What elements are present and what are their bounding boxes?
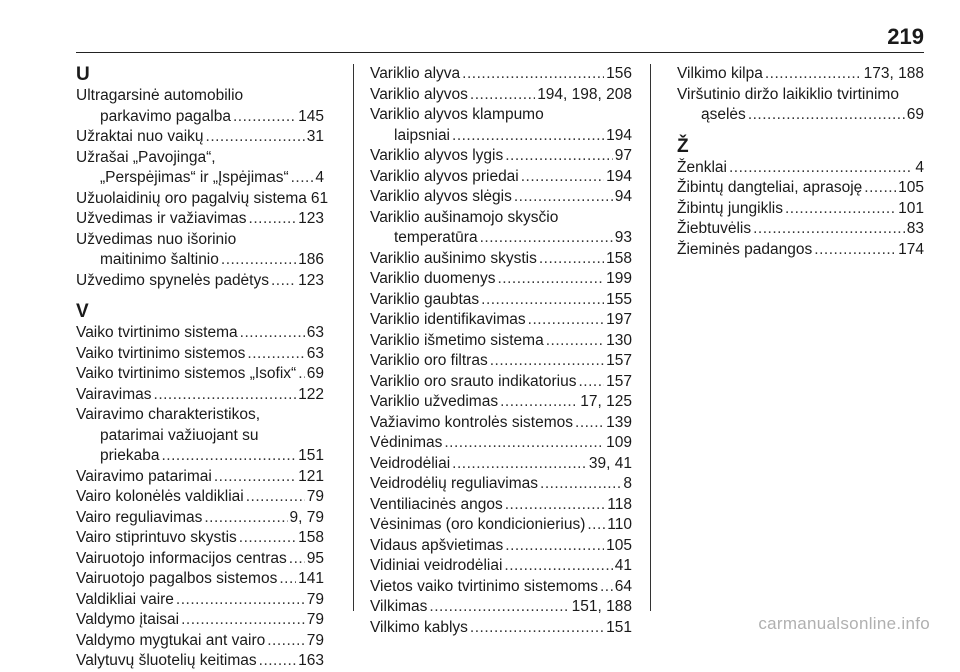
index-entry-text: laipsniai (394, 126, 451, 144)
index-entry-row (370, 249, 632, 270)
dot-leader (765, 64, 862, 85)
dot-leader (587, 515, 605, 536)
index-entry-text: Valdikliai vaire (76, 590, 174, 608)
index-entry (76, 569, 324, 590)
index-entry (677, 178, 924, 199)
index-page-ref[interactable]: 63 (306, 324, 324, 341)
index-page-ref[interactable]: 105 (898, 179, 924, 196)
index-entry-text: Variklio gaubtas (370, 290, 480, 308)
index-entry (370, 290, 632, 311)
index-entry-row (370, 413, 632, 434)
dot-leader (429, 597, 569, 618)
dot-leader (240, 323, 305, 344)
index-page-ref[interactable]: 64 (614, 577, 632, 595)
index-entry-row (76, 250, 324, 271)
index-page-ref[interactable]: 31 (306, 128, 324, 145)
dot-leader (214, 467, 296, 488)
index-entry-row (76, 467, 324, 488)
dot-leader (514, 187, 613, 208)
index-page-ref[interactable]: 69 (306, 365, 324, 382)
index-entry-text: Variklio alyva (370, 65, 461, 82)
index-entry-text: Valdymo mygtukai ant vairo (76, 631, 266, 649)
index-entry (677, 240, 924, 261)
index-page-ref[interactable]: 4 (915, 158, 924, 176)
index-column-2 (370, 64, 632, 638)
index-entry-text: patarimai važiuojant su (100, 426, 259, 444)
index-page-ref[interactable]: 101 (898, 199, 924, 217)
index-entry (76, 323, 324, 344)
index-entry-text: Žieminės padangos (677, 240, 813, 258)
index-entry-text: temperatūra (394, 229, 478, 246)
index-page-ref[interactable]: 156 (606, 65, 632, 82)
dot-leader (600, 577, 613, 598)
index-entry (677, 64, 924, 85)
dot-leader (539, 249, 604, 270)
index-page-ref[interactable]: 145 (298, 107, 324, 125)
index-entry-text: Variklio aušinamojo skysčio (370, 208, 559, 226)
dot-leader (206, 127, 305, 148)
index-entry (76, 385, 324, 406)
index-entry-row (76, 209, 324, 230)
dot-leader (239, 528, 296, 549)
index-entry-text: Vairo kolonėlės valdikliai (76, 488, 244, 505)
index-page-ref[interactable]: 94 (614, 188, 632, 205)
index-page-ref[interactable]: 93 (614, 229, 632, 246)
dot-leader (470, 618, 604, 639)
dot-leader (528, 310, 604, 331)
dot-leader (298, 364, 305, 385)
index-entry-text: Užvedimas ir važiavimas (76, 210, 247, 227)
index-entry (370, 310, 632, 331)
index-entry (370, 495, 632, 516)
index-page-ref[interactable]: 83 (906, 220, 924, 237)
index-entry-text: Ženklai (677, 158, 727, 176)
index-entry-row (370, 618, 632, 639)
index-column-1 (76, 64, 329, 672)
dot-leader (176, 590, 305, 611)
index-entry (370, 413, 632, 434)
index-entry-row (370, 351, 632, 372)
index-entry-text: Variklio alyvos priedai (370, 167, 519, 185)
index-page-ref[interactable]: 199 (606, 270, 632, 287)
index-entry-row (76, 189, 329, 210)
index-entry (76, 487, 324, 508)
index-entry (370, 85, 632, 106)
index-entry (370, 577, 632, 598)
index-entry-text: Vaiko tvirtinimo sistema (76, 324, 238, 341)
index-entry (76, 209, 324, 230)
index-entry (370, 536, 632, 557)
index-entry (677, 158, 924, 179)
index-entry-text: Vairuotojo informacijos centras (76, 549, 287, 567)
index-entry-text: Veidrodėlių reguliavimas (370, 475, 539, 492)
column-divider (650, 64, 651, 611)
index-entry-row (76, 631, 324, 652)
dot-leader (504, 556, 612, 577)
index-page-ref[interactable]: 63 (306, 344, 324, 362)
index-entry-row (76, 610, 324, 631)
index-page-ref[interactable]: 118 (607, 495, 632, 513)
index-entry-row (677, 105, 924, 126)
index-entry-row (76, 528, 324, 549)
index-entry (76, 344, 324, 365)
dot-leader (291, 168, 314, 189)
index-entry (370, 249, 632, 270)
index-page-ref[interactable]: 157 (606, 372, 632, 390)
index-page-ref[interactable]: 194, 198, 208 (537, 85, 632, 103)
index-entry (677, 199, 924, 220)
dot-leader (246, 487, 305, 508)
index-entry-row (76, 127, 324, 148)
index-entry-text: ąselės (701, 106, 746, 123)
index-entry-row (76, 323, 324, 344)
index-entry-text: Viršutinio diržo laikiklio tvirtinimo (677, 85, 899, 103)
index-entry-text: Vidaus apšvietimas (370, 536, 504, 554)
index-entry-text: Vidiniai veidrodėliai (370, 557, 503, 574)
index-entry (76, 631, 324, 652)
dot-leader (748, 105, 905, 126)
index-entry-row (370, 474, 632, 495)
index-entry (370, 167, 632, 188)
index-entry-text: Variklio aušinimo skystis (370, 249, 537, 267)
index-entry-text: Valdymo įtaisai (76, 611, 180, 628)
index-page-ref[interactable]: 69 (906, 106, 924, 123)
dot-leader (247, 344, 304, 365)
index-page-ref[interactable]: 110 (607, 516, 632, 533)
index-entry-row (76, 590, 324, 611)
dot-leader (289, 549, 305, 570)
index-entry-text: maitinimo šaltinio (100, 251, 219, 268)
index-entry-text: Vilkimas (370, 598, 428, 615)
index-entry-text: Variklio duomenys (370, 270, 496, 287)
index-entry-row (370, 85, 632, 106)
index-letter-heading: Ž (677, 135, 689, 157)
dot-leader (271, 271, 296, 292)
index-entry-text: Vėdinimas (370, 434, 443, 451)
index-entry-text: Užvedimo spynelės padėtys (76, 271, 269, 289)
index-entry-text: Žibintų dangteliai, aprasoję (677, 179, 863, 196)
index-entry (370, 372, 632, 393)
index-page-ref[interactable]: 155 (606, 290, 632, 308)
index-entry (76, 467, 324, 488)
index-entry (370, 474, 632, 495)
index-entry-text: Vairavimo patarimai (76, 467, 212, 485)
top-rule (76, 52, 924, 53)
index-entry-row (370, 146, 632, 167)
index-page-ref[interactable]: 141 (298, 570, 324, 587)
index-entry-row (76, 508, 324, 529)
index-entry-row (370, 167, 632, 188)
dot-leader (233, 107, 296, 128)
index-page-ref[interactable]: 174 (898, 240, 924, 258)
index-entry (76, 549, 324, 570)
index-entry (370, 146, 632, 167)
index-entry-row (76, 446, 324, 467)
index-entry-row (370, 310, 632, 331)
index-page-ref[interactable]: 130 (606, 331, 632, 349)
index-page-ref[interactable]: 4 (315, 169, 324, 186)
dot-leader (279, 569, 296, 590)
index-entry-row (677, 199, 924, 220)
index-page-ref[interactable]: 95 (306, 549, 324, 567)
index-entry-text: priekaba (100, 447, 160, 464)
index-entry-row (677, 240, 924, 261)
index-entry-text: Važiavimo kontrolės sistemos (370, 413, 574, 431)
index-entry-row (677, 178, 924, 199)
index-entry-text: Vairo reguliavimas (76, 508, 203, 526)
dot-leader (753, 219, 905, 240)
index-entry-text: Vairuotojo pagalbos sistemos (76, 570, 278, 587)
index-entry-text: Variklio užvedimas (370, 393, 499, 410)
index-entry-row (76, 651, 324, 672)
index-entry-text: Variklio oro srauto indikatorius (370, 372, 577, 390)
index-page-ref[interactable]: 17, 125 (580, 393, 632, 410)
index-entry-text: Variklio identifikavimas (370, 311, 526, 328)
index-entry-text: „Perspėjimas“ ir „Įspėjimas“ (100, 169, 289, 186)
index-entry (370, 187, 632, 208)
index-entry (76, 405, 324, 467)
index-entry-row (76, 487, 324, 508)
index-entry-text: Vaiko tvirtinimo sistemos „Isofix“ (76, 365, 297, 382)
index-entry (76, 86, 324, 127)
dot-leader (505, 146, 613, 167)
dot-leader (221, 250, 296, 271)
index-entry-text: Vairo stiprintuvo skystis (76, 529, 237, 546)
index-entry-text: Užuolaidinių oro pagalvių sistema (76, 189, 307, 207)
index-entry-row (76, 385, 324, 406)
dot-leader (161, 446, 296, 467)
dot-leader (181, 610, 305, 631)
index-page-ref[interactable]: 151, 188 (571, 598, 632, 615)
dot-leader (462, 64, 604, 85)
index-entry-text: Variklio alyvos slėgis (370, 188, 512, 205)
index-entry-row (370, 290, 632, 311)
index-entry-row (370, 597, 632, 618)
watermark: carmanualsonline.info (758, 614, 930, 633)
index-page-ref[interactable]: 139 (606, 413, 632, 431)
index-entry (370, 64, 632, 85)
index-page-ref[interactable]: 158 (606, 249, 632, 267)
index-entry-text: Variklio išmetimo sistema (370, 331, 544, 349)
index-page-ref[interactable]: 194 (606, 126, 632, 144)
index-entry-row (370, 495, 632, 516)
dot-leader (540, 474, 621, 495)
dot-leader (546, 331, 604, 352)
index-entry (76, 230, 324, 271)
index-entry (370, 454, 632, 475)
index-entry (76, 364, 324, 385)
index-page-ref[interactable]: 121 (298, 467, 324, 485)
index-page-ref[interactable]: 41 (614, 557, 632, 574)
index-entry-row (370, 454, 632, 475)
index-entry-row (76, 549, 324, 570)
index-entry-row (370, 126, 632, 147)
index-entry-row (76, 271, 324, 292)
index-entry (76, 127, 324, 148)
index-entry-text: Variklio oro filtras (370, 352, 488, 369)
index-entry (677, 85, 924, 126)
index-entry-row (370, 331, 632, 352)
index-entry-text: Ultragarsinė automobilio (76, 87, 244, 104)
index-entry-row (677, 64, 924, 85)
dot-leader (452, 454, 587, 475)
index-entry-row (370, 372, 632, 393)
index-entry-row (370, 187, 632, 208)
index-column-3 (677, 64, 924, 260)
index-page-ref[interactable]: 105 (606, 536, 632, 554)
index-entry (370, 597, 632, 618)
index-page-ref[interactable]: 157 (606, 352, 632, 369)
index-page-ref[interactable]: 39, 41 (588, 454, 632, 472)
index-entry-row (370, 433, 632, 454)
index-entry-row (76, 364, 324, 385)
index-page-ref[interactable]: 109 (606, 434, 632, 451)
index-letter-heading: V (76, 301, 89, 322)
index-entry-text: Vairavimo charakteristikos, (76, 406, 261, 423)
index-page-ref[interactable]: 197 (606, 311, 632, 328)
dot-leader (470, 85, 535, 106)
index-entry (76, 508, 324, 529)
index-entry (76, 528, 324, 549)
index-entry (370, 105, 632, 146)
index-page-ref[interactable]: 61 (310, 189, 329, 207)
index-entry (370, 331, 632, 352)
index-entry-row (370, 392, 632, 413)
index-entry-row (370, 536, 632, 557)
index-entry-text: Vietos vaiko tvirtinimo sistemoms (370, 577, 598, 595)
index-entry-text: Vairavimas (76, 385, 152, 403)
index-entry-text: Užvedimas nuo išorinio (76, 230, 237, 248)
index-entry (76, 610, 324, 631)
index-entry-text: Žiebtuvėlis (677, 220, 752, 237)
dot-leader (785, 199, 896, 220)
index-letter-heading: U (76, 64, 90, 85)
index-page-ref[interactable]: 8 (623, 475, 632, 492)
index-page-ref[interactable]: 151 (606, 618, 632, 636)
index-entry-text: Užraktai nuo vaikų (76, 128, 204, 145)
index-entry-row (370, 228, 632, 249)
dot-leader (575, 413, 604, 434)
index-page-ref[interactable]: 151 (298, 447, 324, 464)
dot-leader (267, 631, 305, 652)
index-entry-row (76, 569, 324, 590)
index-entry-text: Užrašai „Pavojinga“, (76, 148, 216, 166)
index-entry (370, 351, 632, 372)
index-page-ref[interactable]: 79 (306, 611, 324, 628)
index-entry-row (370, 515, 632, 536)
dot-leader (249, 209, 297, 230)
index-page-ref[interactable]: 79 (306, 590, 324, 608)
index-entry-text: Vilkimo kablys (370, 618, 468, 636)
index-entry-text: parkavimo pagalba (100, 107, 231, 125)
dot-leader (500, 392, 578, 413)
index-entry-row (76, 344, 324, 365)
index-entry (370, 433, 632, 454)
index-entry (370, 556, 632, 577)
index-entry-text: Vaiko tvirtinimo sistemos (76, 344, 246, 362)
index-entry-row (677, 219, 924, 240)
index-entry (76, 189, 329, 210)
dot-leader (204, 508, 287, 529)
dot-leader (259, 651, 296, 672)
dot-leader (498, 269, 605, 290)
index-entry-text: Variklio alyvos lygis (370, 147, 504, 164)
index-entry (76, 148, 324, 189)
dot-leader (729, 158, 913, 179)
index-entry-row (370, 269, 632, 290)
index-page-ref[interactable]: 123 (298, 210, 324, 227)
dot-leader (444, 433, 604, 454)
dot-leader (578, 372, 604, 393)
index-page-ref[interactable]: 9, 79 (289, 508, 324, 526)
index-page-ref[interactable]: 194 (606, 167, 632, 185)
index-entry (76, 590, 324, 611)
dot-leader (154, 385, 297, 406)
page-number: 219 (887, 24, 924, 49)
index-page-ref[interactable]: 97 (614, 147, 632, 164)
index-entry-text: Ventiliacinės angos (370, 495, 503, 513)
index-entry (677, 219, 924, 240)
index-entry-row (76, 107, 324, 128)
index-entry-row (370, 64, 632, 85)
index-page-ref[interactable]: 79 (306, 488, 324, 505)
dot-leader (481, 290, 604, 311)
dot-leader (505, 495, 606, 516)
dot-leader (505, 536, 604, 557)
index-page-ref[interactable]: 158 (298, 529, 324, 546)
index-page-ref[interactable]: 163 (298, 652, 324, 669)
dot-leader (864, 178, 896, 199)
dot-leader (480, 228, 613, 249)
index-entry (370, 515, 632, 536)
index-entry-row (677, 158, 924, 179)
index-entry-text: Vilkimo kilpa (677, 65, 763, 82)
index-page-ref[interactable]: 123 (298, 271, 324, 289)
index-entry-text: Veidrodėliai (370, 454, 451, 472)
index-page-ref[interactable]: 79 (306, 631, 324, 649)
dot-leader (521, 167, 604, 188)
index-entry-text: Vėsinimas (oro kondicionierius) (370, 516, 586, 533)
index-entry (370, 269, 632, 290)
index-entry-row (370, 556, 632, 577)
index-entry-text: Valytuvų šluotelių keitimas (76, 652, 257, 669)
index-entry (370, 208, 632, 249)
dot-leader (490, 351, 604, 372)
index-entry (76, 651, 324, 672)
column-divider (353, 64, 354, 611)
index-entry (370, 392, 632, 413)
index-entry-text: Variklio alyvos klampumo (370, 106, 544, 123)
index-entry-row (370, 577, 632, 598)
index-entry-text: Variklio alyvos (370, 85, 468, 103)
index-page-ref[interactable]: 122 (298, 385, 324, 403)
index-entry (370, 618, 632, 639)
dot-leader (452, 126, 604, 147)
index-entry-text: Žibintų jungiklis (677, 199, 783, 217)
index-entry (76, 271, 324, 292)
index-page-ref[interactable]: 186 (298, 251, 324, 268)
index-entry-row (76, 168, 324, 189)
dot-leader (814, 240, 896, 261)
index-page-ref[interactable]: 173, 188 (863, 65, 924, 82)
